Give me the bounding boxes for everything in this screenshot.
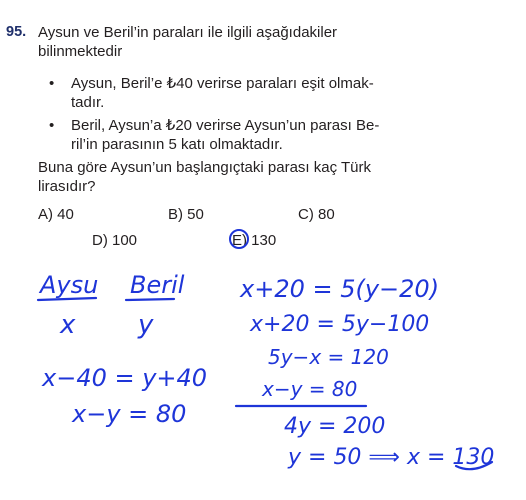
option-letter: B) xyxy=(168,206,183,223)
hw-right-eq-5: 4y = 200 xyxy=(284,414,386,439)
hw-right-eq-3: 5y−x = 120 xyxy=(268,345,389,369)
option-value: 100 xyxy=(112,232,138,249)
bullet-line: ril’in parasının 5 katı olmaktadır. xyxy=(71,136,283,153)
ask-line: lirasıdır? xyxy=(38,178,96,195)
option-letter: C) xyxy=(298,206,314,223)
ask-line: Buna göre Aysun’un başlangıçtaki parası kaç Türk xyxy=(38,159,371,176)
bullet-line: Beril, Aysun’a ₺20 verirse Aysun’un parası Be- xyxy=(71,117,380,134)
option-value: 40 xyxy=(57,206,74,223)
hw-header-beril: Beril xyxy=(130,271,185,299)
question-number: 95. xyxy=(6,24,27,40)
option-value: 50 xyxy=(187,206,204,223)
option-value: 80 xyxy=(318,206,335,223)
hw-left-eq-2: x−y = 80 xyxy=(72,400,187,428)
bullet-line: tadır. xyxy=(71,94,105,111)
option-value: 130 xyxy=(251,232,277,249)
hw-var-x: x xyxy=(60,310,76,340)
bullet-dot-icon: • xyxy=(49,117,55,134)
hw-right-eq-1: x+20 = 5(y−20) xyxy=(240,275,440,303)
bullet-line: Aysun, Beril’e ₺40 verirse paraları eşit olmak- xyxy=(71,75,374,92)
hw-underline xyxy=(126,299,174,300)
question-stem: Aysun ve Beril’in paraları ile ilgili aşağıdakiler bilinmektedir xyxy=(38,24,338,60)
hw-right-eq-4: x−y = 80 xyxy=(262,377,358,401)
option-letter: E) xyxy=(232,232,247,249)
hw-right-eq-6: y = 50 ⟹ x = 130 xyxy=(288,445,495,470)
hw-left-eq-1: x−40 = y+40 xyxy=(42,364,208,392)
option-letter: D) xyxy=(92,232,108,249)
hw-var-y: y xyxy=(138,310,154,340)
bullet-dot-icon: • xyxy=(49,75,55,92)
option-letter: A) xyxy=(38,206,53,223)
hw-right-eq-2: x+20 = 5y−100 xyxy=(250,312,430,337)
hw-header-aysun: Aysu xyxy=(40,271,99,299)
